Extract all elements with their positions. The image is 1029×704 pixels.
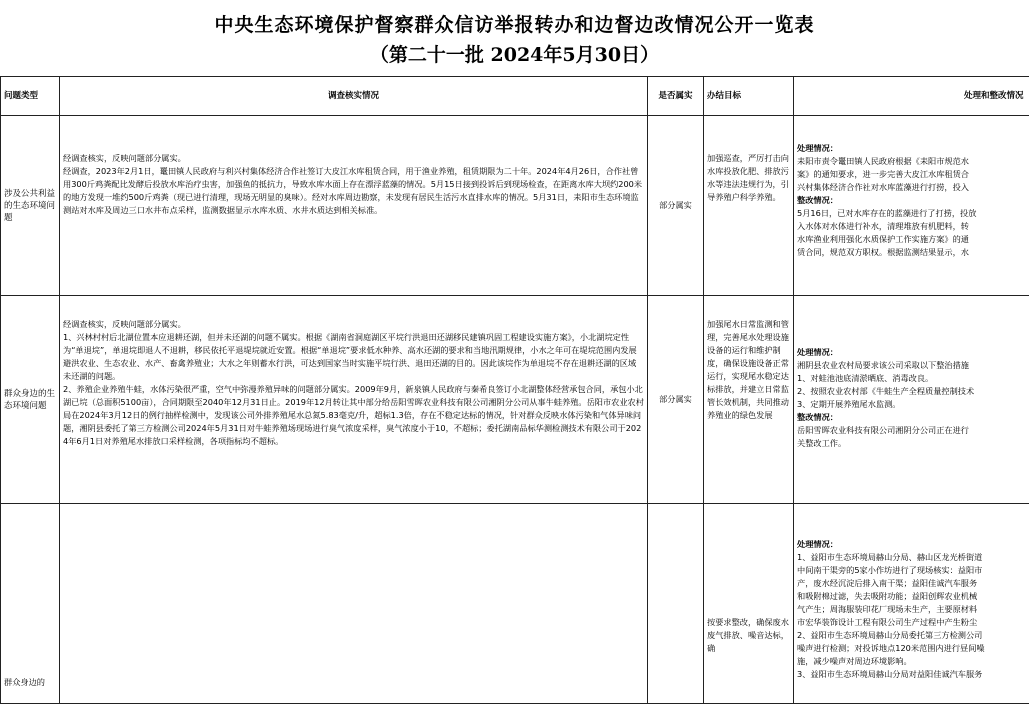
row-investigation [60,504,648,704]
handling-line: 和吸附棉过滤，失去吸附功能；益阳创辉农业机械 [797,590,1029,603]
header-type: 问题类型 [1,77,60,116]
row-handling [794,116,1029,296]
handling-line: 2、益阳市生态环境局赫山分局委托第三方检测公司 [797,629,1029,642]
row-goal [704,296,794,504]
row-handling [794,504,1029,704]
rectify-line: 2、按照农业农村部《牛蛙生产全程质量控制技术 [797,385,1029,398]
handling-line: 施，减少噪声对周边环境影响。 [797,655,1029,668]
rectify-line: 1、对蛙池池底清淤晒底、消毒改良。 [797,372,1029,385]
row-type: 群众身边的生态环境问题 [1,296,60,504]
report-table [0,76,1029,704]
row-investigation [60,116,648,296]
handling-heading: 处理情况： [797,538,1029,551]
header-is-true: 是否属实 [648,77,704,116]
handling-heading: 处理情况： [797,346,1029,359]
rectify-line: 赁合同，规范双方职权。根据监测结果显示，水 [797,246,1029,259]
table-row [1,504,1029,704]
goal-text: 加强尾水日常监测和管理，完善尾水处理设施设备的运行和维护制度，确保设施设备正常运行，实现尾水稳定达标排放，并建立日常监管长效机制，共同推动养殖业的绿色发展 [707,319,789,420]
handling-line: 中间南干渠旁的5家小作坊进行了现场核实：益阳市 [797,564,1029,577]
handling-line: 湘阴县农业农村局要求该公司采取以下整治措施 [797,359,1029,372]
rectify-heading: 整改情况： [797,194,1029,207]
handling-line: 案》的通知要求，进一步完善大皮江水库租赁合 [797,168,1029,181]
investigation-text: 经调查核实，反映问题部分属实。 1、兴林村村后北湖位置本应退耕还湖，但并未还湖的问题不属实。根据《湖南省洞庭湖区平垸行洪退田还湖移民建镇巩固工程建设实施方案》，小北湖垸定性为“单退垸”，单退垸即退人不退耕，移民依托平退堤垸就近安置。根据“单退垸”要求低水种养、高水还湖的要求和当地汛期规律，小水之年可在堤垸范围内发展避洪农业、生态农业、水产、畜禽养殖业；大水之年则蓄水行洪，可达到国家当时实施平垸行洪、退田还湖的目的。因此该垸作为单退垸不存在退耕还湖的区域未还湖的问题。 2、养殖企业养殖牛蛙，水体污染很严重，空气中弥漫养殖异味的问题部分属实。2009年9月，新泉镇人民政府与秦希良签订小北湖整体经营承包合同，承包小北湖已垸（总面积5100亩），合同期限至2040年12月31日止。2019年12月转让其中部分给岳阳雪晖农业科技有限公司湘阴分公司从事牛蛙养殖。岳阳市农业农村局在2024年3月12日的例行抽样检测中，发现该公司外排养殖尾水总氮5.83毫克/升，超标1.3倍，存在不稳定达标的情况，针对群众反映水体污染和气体异味问题，湘阴县委托了第三方检测公司2024年5月31日对牛蛙养殖场现场进行臭气浓度采样，臭气浓度小于10，不超标；委托湖南品标华测检测技术有限公司于2024年6月1日对养殖尾水排放口采样检测，各项指标均不超标。 [63,318,644,448]
table-header-row [1,77,1029,116]
rectify-line: 5月16日，已对水库存在的蓝藻进行了打捞，投放 [797,207,1029,220]
goal-text: 加强巡查，严厉打击向水库投放化肥、排放污水等违法违规行为，引导养殖户科学养殖。 [707,153,789,202]
row-type [1,504,60,704]
row-type: 涉及公共利益的生态环境问题 [1,116,60,296]
handling-line: 气产生；周海服装印花厂现场未生产，主要原材料 [797,603,1029,616]
handling-line: 市宏华装饰设计工程有限公司生产过程中产生粉尘 [797,616,1029,629]
handling-line: 兴村集体经济合作社对水库蓝藻进行打捞，投入 [797,181,1029,194]
document-subtitle: （第二十一批 2024年5月30日） [0,40,1029,67]
table-row [1,116,1029,296]
row-is-true: 部分属实 [648,116,704,296]
row-goal [704,504,794,704]
document-title: 中央生态环境保护督察群众信访举报转办和边督边改情况公开一览表 [0,10,1029,37]
row-handling [794,296,1029,504]
row-investigation [60,296,648,504]
handling-line: 噪声进行检测；对投诉地点120米范围内进行昼间噪 [797,642,1029,655]
goal-text: 按要求整改，确保废水废气排放、噪音达标，确 [707,617,789,653]
type-text: 群众身边的 [4,677,45,687]
rectify-line: 3、定期开展养殖尾水监测。 [797,398,1029,411]
handling-line: 1、益阳市生态环境局赫山分局、赫山区龙光桥街道 [797,551,1029,564]
row-is-true: 部分属实 [648,296,704,504]
investigation-text: 经调查核实，反映问题部分属实。 经调查，2023年2月1日，鼍田镇人民政府与利兴村集体经济合作社签订大皮江水库租赁合同，用于渔业养殖，租赁期限为二十年。2024年4月26日，合作社曾用300斤鸡粪配比发酵后投放水库治疗虫害，加强鱼的抵抗力，导致水库水面上存在漂浮蓝藻的情况。5月15日接到投诉后到现场检查，在距离水库大坝约200米的地方发现一堆约500斤鸡粪（现已进行清理，现场无明显的臭味）。经对水库周边勘察，未发现有居民生活污水直排水库的情况。5月31日，耒阳市生态环境监测站对水库及周边三口水井布点采样，监测数据显示水库水质、水井水质达到相关标准。 [63,152,644,217]
row-goal [704,116,794,296]
row-is-true [648,504,704,704]
table-row [1,296,1029,504]
handling-line: 产，废水经沉淀后排入南干渠；益阳佳诚汽车服务 [797,577,1029,590]
handling-heading: 处理情况： [797,142,1029,155]
rectify-line: 水库渔业利用强化水质保护工作实施方案》的通 [797,233,1029,246]
rectify-line: 岳阳雪晖农业科技有限公司湘阴分公司正在进行 [797,424,1029,437]
header-handling: 处理和整改情况 [794,77,1029,116]
handling-line: 耒阳市责令鼍田镇人民政府根据《耒阳市规范水 [797,155,1029,168]
rectify-line: 入水体对水体进行补水，清理堆放有机肥料，转 [797,220,1029,233]
header-goal: 办结目标 [704,77,794,116]
header-investigation: 调查核实情况 [60,77,648,116]
rectify-line: 关整改工作。 [797,437,1029,450]
handling-line: 3、益阳市生态环境局赫山分局对益阳佳诚汽车服务 [797,668,1029,681]
rectify-heading: 整改情况： [797,411,1029,424]
